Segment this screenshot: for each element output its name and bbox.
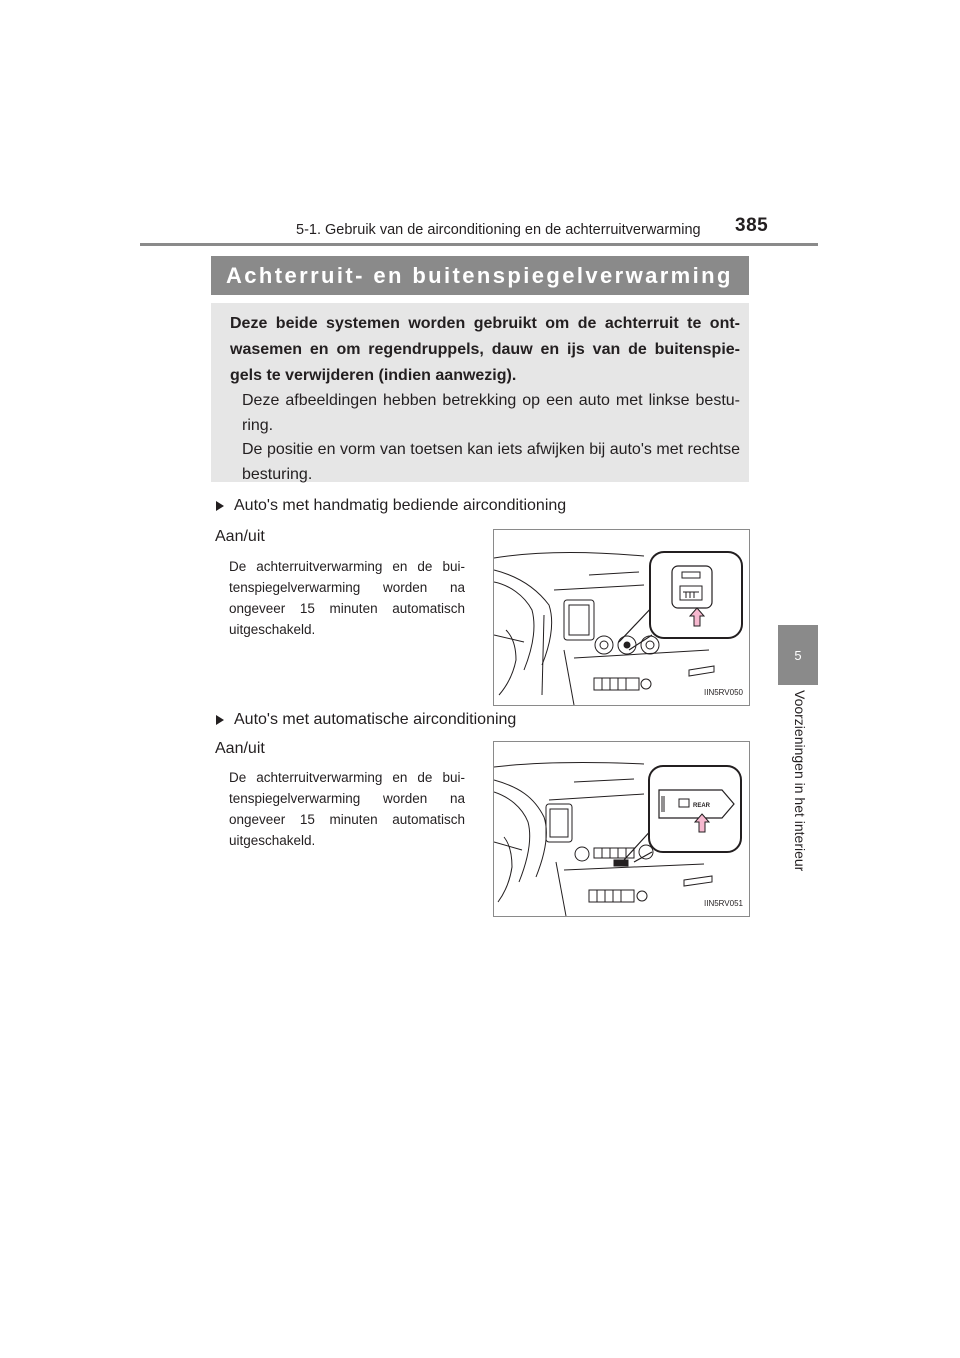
intro-box — [211, 303, 749, 482]
dashboard-illustration-automatic — [494, 742, 749, 916]
chapter-tab: 5 — [778, 625, 818, 685]
item-heading-manual — [216, 497, 566, 515]
figure-automatic-ac — [493, 741, 750, 917]
item-heading-text: Auto's met handmatig bediende airconditioning — [234, 497, 567, 514]
intro-text: Deze beide systemen worden gebruikt om de achterruit te ont-wasemen en om regendruppels, dauw en ijs van de buitenspie-gels te verwijderen (indien aanwezig). — [230, 315, 740, 384]
running-header: 5-1. Gebruik van de airconditioning en de achterruitverwarming — [296, 222, 701, 238]
item-heading-text: Auto's met automatische airconditioning — [234, 711, 517, 728]
intro-note-2: De positie en vorm van toetsen kan iets afwijken bij auto's met rechtse besturing. — [242, 441, 740, 483]
chapter-tab-label: Voorzieningen in het interieur — [792, 690, 808, 872]
header-divider — [140, 243, 818, 246]
intro-note-1: Deze afbeeldingen hebben betrekking op een auto met linkse bestu-ring. — [242, 392, 740, 434]
item-label-manual: Aan/uit — [215, 528, 265, 545]
bullet-triangle-icon — [216, 501, 224, 511]
bullet-triangle-icon — [216, 715, 224, 725]
figure-code: IIN5RV050 — [704, 688, 743, 697]
section-title-text: Achterruit- en buitenspiegelverwarming — [226, 262, 733, 288]
dashboard-illustration-manual — [494, 530, 749, 705]
item-description-automatic: De achterruitverwarming en de bui-tenspiegelverwarming worden na ongeveer 15 minuten automatisch uitgeschakeld. — [229, 770, 465, 848]
figure-code: IIN5RV051 — [704, 899, 743, 908]
figure-manual-ac — [493, 529, 750, 706]
page-number: 385 — [735, 215, 769, 236]
item-heading-automatic — [216, 711, 516, 729]
rear-button-label: REAR — [693, 803, 711, 809]
item-label-automatic: Aan/uit — [215, 740, 265, 757]
section-title — [211, 256, 749, 295]
item-description-manual: De achterruitverwarming en de bui-tenspiegelverwarming worden na ongeveer 15 minuten automatisch uitgeschakeld. — [229, 559, 465, 637]
